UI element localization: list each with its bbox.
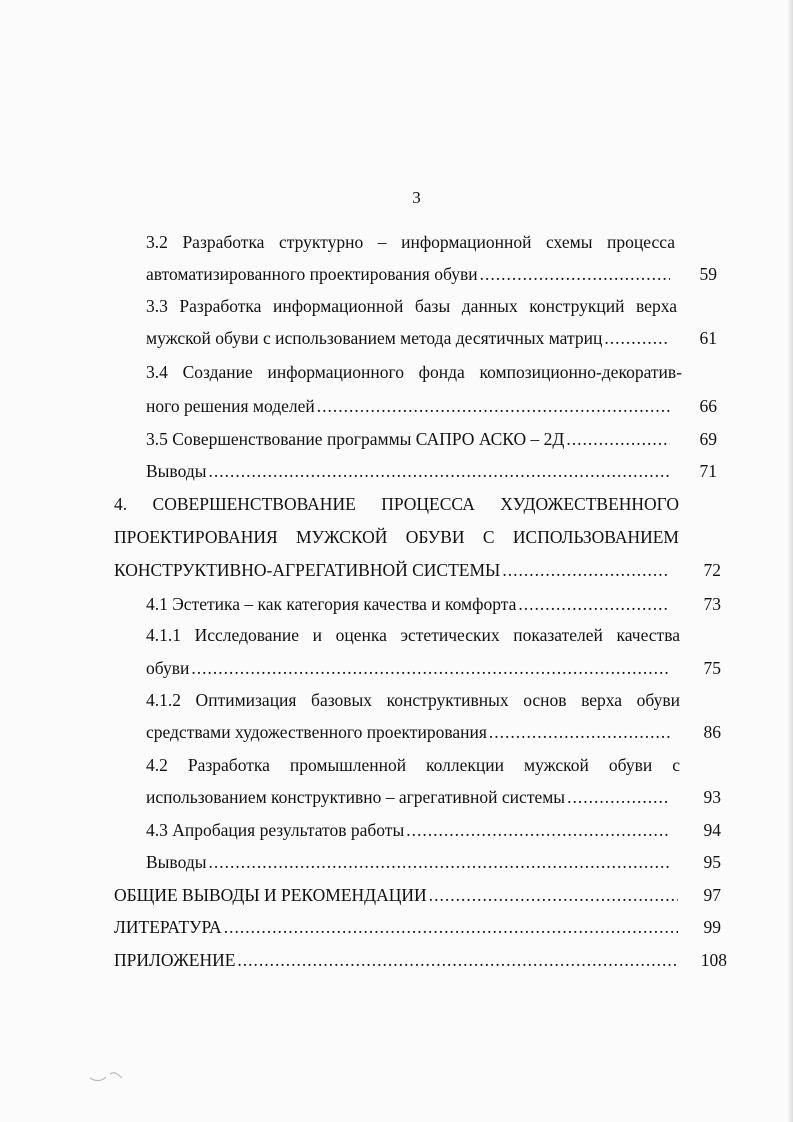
toc-page-number: 99 <box>703 917 721 937</box>
toc-entry-appendix <box>114 948 680 972</box>
toc-entry-title: мужской обуви с использованием метода десятичных матриц <box>146 328 603 348</box>
scan-speck-mark <box>88 1068 128 1084</box>
toc-entry-4-1-2-line-1: 4.1.2 Оптимизация базовых конструктивных основ верха обуви <box>146 690 680 710</box>
toc-page-number: 73 <box>703 594 721 614</box>
toc-entry-title: ного решения моделей <box>146 396 315 416</box>
leader-dots <box>237 948 678 972</box>
toc-entry-3-5 <box>146 427 672 451</box>
toc-entry-4-3 <box>146 818 672 842</box>
toc-page-number: 93 <box>703 787 721 807</box>
leader-dots <box>502 558 670 582</box>
leader-dots <box>429 883 678 907</box>
toc-entry-4-1-1 <box>146 656 672 680</box>
toc-page-number: 94 <box>703 820 721 840</box>
toc-entry-4 <box>114 558 672 582</box>
toc-entry-3-3-line-1: 3.3 Разработка информационной базы данных конструкций верха <box>146 296 677 316</box>
toc-entry-title: ОБЩИЕ ВЫВОДЫ И РЕКОМЕНДАЦИИ <box>114 885 427 905</box>
leader-dots <box>191 656 670 680</box>
toc-page-number: 95 <box>703 852 721 872</box>
leader-dots <box>518 592 670 616</box>
toc-entry-title: 4.3 Апробация результатов работы <box>146 820 405 840</box>
toc-entry-title: 3.5 Совершенствование программы САПРО АСКО – 2Д <box>146 429 565 449</box>
toc-entry-title: обуви <box>146 658 190 678</box>
toc-entry-title: Выводы <box>146 852 207 872</box>
toc-entry-title: ПРИЛОЖЕНИЕ <box>114 950 236 970</box>
toc-entry-title: использованием конструктивно – агрегативной системы <box>146 787 566 807</box>
scan-edge-shadow <box>787 0 793 1122</box>
toc-entry-4-2-line-1: 4.2 Разработка промышленной коллекции мужской обуви с <box>146 755 680 775</box>
toc-entry-3-2 <box>146 262 672 286</box>
toc-page-number: 71 <box>699 461 717 481</box>
leader-dots <box>208 459 670 483</box>
toc-entry-title: 4.1 Эстетика – как категория качества и комфорта <box>146 594 517 614</box>
toc-entry-title: средствами художественного проектирования <box>146 722 487 742</box>
toc-page-number: 75 <box>703 658 721 678</box>
leader-dots <box>480 262 670 286</box>
toc-page-number: 66 <box>699 396 717 416</box>
leader-dots <box>567 785 670 809</box>
page-number: 3 <box>412 188 421 207</box>
toc-entry-conclusions-3 <box>146 459 672 483</box>
toc-entry-4-2 <box>146 785 672 809</box>
toc-page-number: 61 <box>699 328 717 348</box>
toc-entry-4-line-1: 4. СОВЕРШЕНСТВОВАНИЕ ПРОЦЕССА ХУДОЖЕСТВЕННОГО <box>114 494 679 514</box>
toc-entry-general-conclusions <box>114 883 680 907</box>
toc-page-number: 59 <box>699 264 717 284</box>
toc-entry-3-4-line-1: 3.4 Создание информационного фонда композиционно-декоратив- <box>146 362 682 382</box>
toc-entry-4-1 <box>146 592 672 616</box>
toc-entry-conclusions-4 <box>146 850 672 874</box>
toc-entry-title: автоматизированного проектирования обуви <box>146 264 478 284</box>
toc-entry-literature <box>114 915 680 939</box>
leader-dots <box>406 818 670 842</box>
toc-page-number: 72 <box>703 560 721 580</box>
toc-entry-3-2-line-1: 3.2 Разработка структурно – информационной схемы процесса <box>146 232 675 252</box>
leader-dots <box>566 427 670 451</box>
leader-dots <box>489 720 670 744</box>
toc-page-number: 86 <box>703 722 721 742</box>
toc-page-number: 97 <box>703 885 721 905</box>
toc-page-number: 108 <box>700 950 727 970</box>
toc-page-number: 69 <box>699 429 717 449</box>
toc-entry-4-line-2: ПРОЕКТИРОВАНИЯ МУЖСКОЙ ОБУВИ С ИСПОЛЬЗОВАНИЕМ <box>114 527 679 547</box>
leader-dots <box>317 394 670 418</box>
leader-dots <box>208 850 670 874</box>
toc-entry-4-1-1-line-1: 4.1.1 Исследование и оценка эстетических показателей качества <box>146 625 680 645</box>
leader-dots <box>224 915 678 939</box>
toc-entry-3-3 <box>146 326 672 350</box>
toc-entry-title: Выводы <box>146 461 207 481</box>
toc-entry-title: ЛИТЕРАТУРА <box>114 917 222 937</box>
leader-dots <box>604 326 670 350</box>
toc-entry-3-4 <box>146 394 672 418</box>
toc-entry-title: КОНСТРУКТИВНО-АГРЕГАТИВНОЙ СИСТЕМЫ <box>114 560 501 580</box>
toc-entry-4-1-2 <box>146 720 672 744</box>
